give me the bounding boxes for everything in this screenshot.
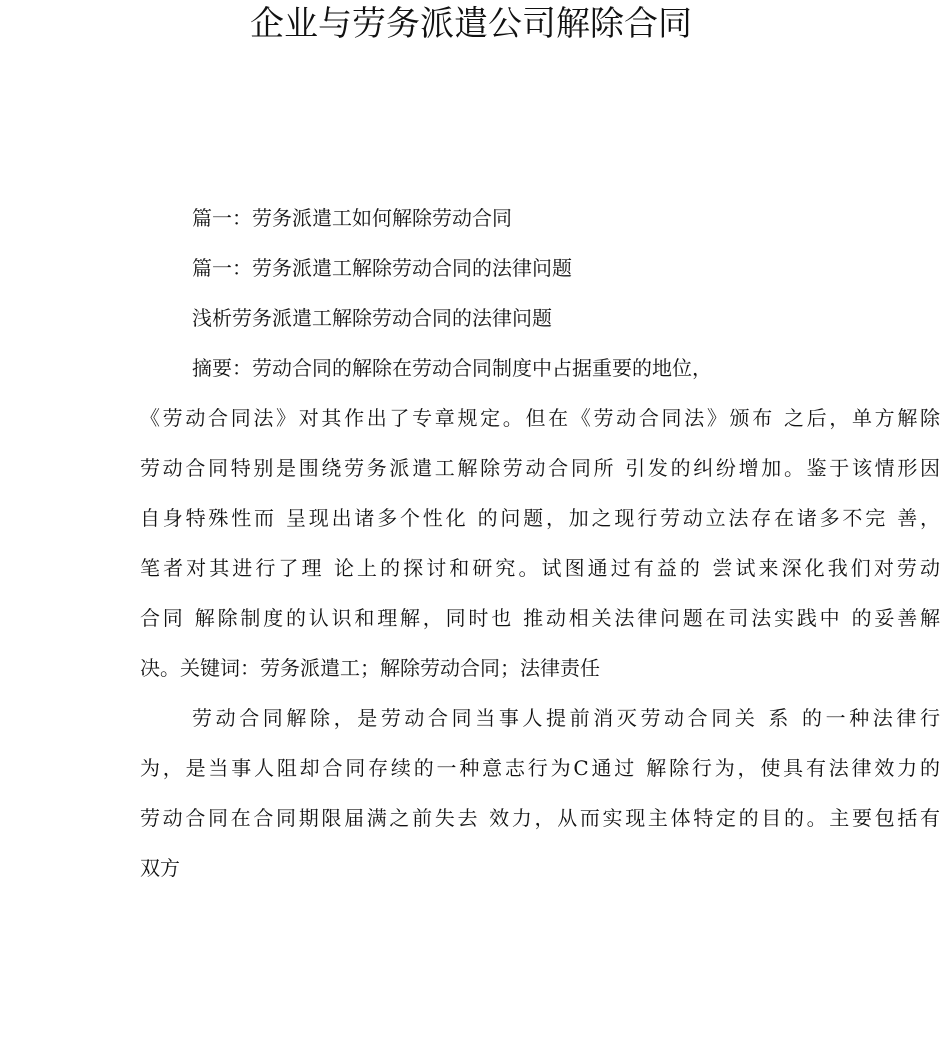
text-line: 劳动合同特别是围绕劳务派遣工解除劳动合同所 引发的纠纷增加。鉴于该情形因	[140, 456, 940, 480]
text-line-last: 双方	[140, 856, 180, 880]
text-line: 合同 解除制度的认识和理解，同时也 推动相关法律问题在司法实践中 的妥善解	[140, 606, 940, 630]
text-line: 自身特殊性而 呈现出诸多个性化 的问题，加之现行劳动立法存在诸多不完 善，	[140, 506, 940, 530]
document-title: 企业与劳务派遣公司解除合同	[250, 4, 692, 44]
text-line: 《劳动合同法》对其作出了专章规定。但在《劳动合同法》颁布 之后，单方解除	[140, 406, 940, 430]
text-line: 劳动合同在合同期限届满之前失去 效力，从而实现主体特定的目的。主要包括有	[140, 806, 940, 830]
text-line-heading-1: 篇一：劳务派遣工如何解除劳动合同	[192, 206, 512, 230]
text-line-abstract-start: 摘要：劳动合同的解除在劳动合同制度中占据重要的地位，	[192, 356, 712, 380]
text-line-keywords: 决。关键词：劳务派遣工；解除劳动合同；法律责任	[140, 656, 600, 680]
text-line: 笔者对其进行了理 论上的探讨和研究。试图通过有益的 尝试来深化我们对劳动	[140, 556, 940, 580]
text-line-paragraph-start: 劳动合同解除，是劳动合同当事人提前消灭劳动合同关 系 的一种法律行	[192, 706, 940, 730]
text-line-subtitle: 浅析劳务派遣工解除劳动合同的法律问题	[192, 306, 552, 330]
document-body	[140, 193, 940, 893]
text-line: 为，是当事人阻却合同存续的一种意志行为C通过 解除行为，使具有法律效力的	[140, 756, 940, 780]
text-line-heading-2: 篇一：劳务派遣工解除劳动合同的法律问题	[192, 256, 572, 280]
